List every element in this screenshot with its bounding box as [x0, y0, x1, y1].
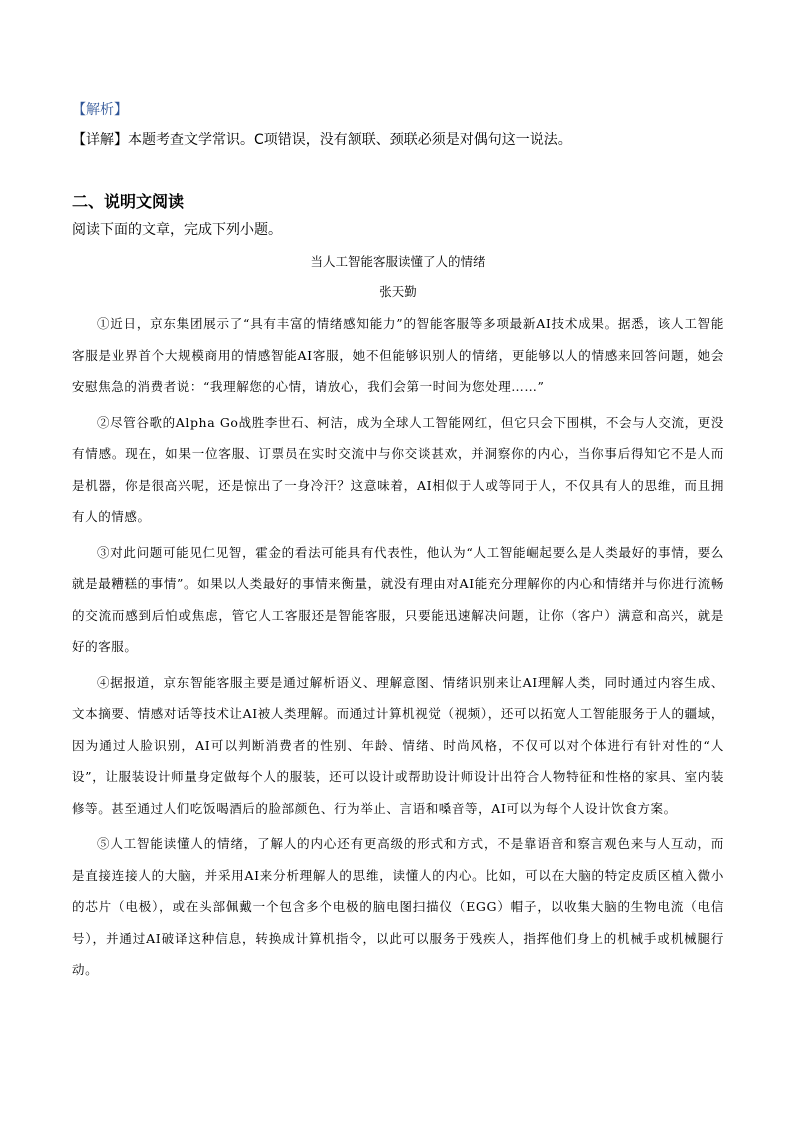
section-heading: 二、说明文阅读: [72, 192, 185, 211]
article-paragraph-1: ①近日，京东集团展示了“具有丰富的情绪感知能力”的智能客服等多项最新AI技术成果。据悉，该人工智能客服是业界首个大规模商用的情感智能AI客服，她不但能够识别人的情绪，更能够以人的情感来回答问题，她会安慰焦急的消费者说：“我理解您的心情，请放心，我们会第一时间为您处理……”: [72, 316, 724, 394]
article-title: 当人工智能客服读懂了人的情绪: [310, 254, 486, 269]
analysis-label: 【解析】: [72, 102, 128, 118]
article-paragraph-4: ④据报道，京东智能客服主要是通过解析语义、理解意图、情绪识别来让AI理解人类，同时通过内容生成、文本摘要、情感对话等技术让AI被人类理解。而通过计算机视觉（视频），还可以拓宽人工智能服务于人的疆域，因为通过人脸识别，AI可以判断消费者的性别、年龄、情绪、时尚风格，不仅可以对个体进行有针对性的“人设”，让服装设计师量身定做每个人的服装，还可以设计或帮助设计师设计出符合人物特征和性格的家具、室内装修等。甚至通过人们吃饭喝酒后的脸部颜色、行为举止、言语和嗓音等，AI可以为每个人设计饮食方案。: [72, 674, 724, 816]
reading-instruction: 阅读下面的文章，完成下列小题。: [72, 222, 282, 238]
article-paragraph-3: ③对此问题可能见仁见智，霍金的看法可能具有代表性，他认为“人工智能崛起要么是人类最好的事情，要么就是最糟糕的事情”。如果以人类最好的事情来衡量，就没有理由对AI能充分理解你的内心和情绪并与你进行流畅的交流而感到后怕或焦虑，管它人工客服还是智能客服，只要能迅速解决问题，让你（客户）满意和高兴，就是好的客服。: [72, 544, 724, 654]
article-author: 张天勤: [379, 284, 417, 299]
article-paragraph-5: ⑤人工智能读懂人的情绪，了解人的内心还有更高级的形式和方式，不是靠语音和察言观色来与人互动，而是直接连接人的大脑，并采用AI来分析理解人的思维，读懂人的内心。比如，可以在大脑的特定皮质区植入微小的芯片（电极），或在头部佩戴一个包含多个电极的脑电图扫描仪（EGG）帽子，以收集大脑的生物电流（电信号），并通过AI破译这种信息，转换成计算机指令，以此可以服务于残疾人，指挥他们身上的机械手或机械腿行动。: [72, 836, 724, 977]
document-page: [72, 98, 724, 986]
article-paragraph-2: ②尽管谷歌的Alpha Go战胜李世石、柯洁，成为全球人工智能网红，但它只会下围棋，不会与人交流，更没有情感。现在，如果一位客服、订票员在实时交流中与你交谈甚欢，并洞察你的内心，当你事后得知它不是人而是机器，你是很高兴呢，还是惊出了一身冷汗？这意味着，AI相似于人或等同于人，不仅具有人的思维，而且拥有人的情感。: [72, 414, 724, 524]
analysis-detail: 【详解】本题考查文学常识。C项错误，没有颔联、颈联必须是对偶句这一说法。: [72, 132, 572, 148]
